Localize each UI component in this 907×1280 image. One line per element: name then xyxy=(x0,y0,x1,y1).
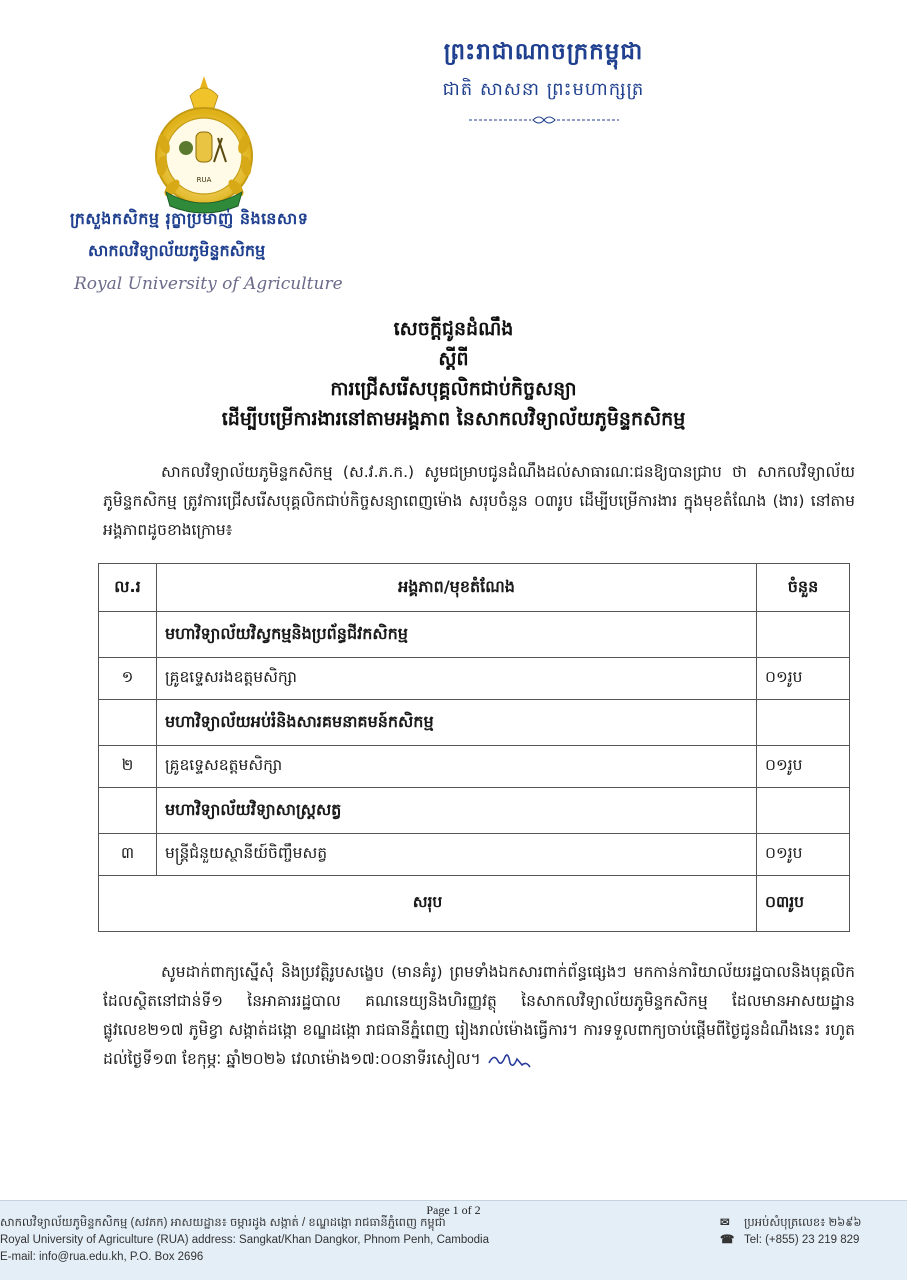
row-number: ២ xyxy=(99,746,157,788)
signature-initials-icon xyxy=(486,1049,538,1071)
kingdom-title: ព្រះរាជាណាចក្រកម្ពុជា xyxy=(443,38,644,65)
title-regarding: ស្តីពី xyxy=(438,348,469,370)
footer-pobox: ប្រអប់សំបុត្រលេខ៖ ២៦៩៦ xyxy=(744,1217,862,1229)
row-number: ១ xyxy=(99,658,157,700)
phone-icon: ☎ xyxy=(720,1234,735,1246)
header-unit-position: អង្គភាព/មុខតំណែង xyxy=(157,564,757,612)
closing-text: សូមដាក់ពាក្យស្នើសុំ និងប្រវត្តិរូបសង្ខេប (មានគំរូ) ព្រមទាំងឯកសារពាក់ព័ន្ធផ្សេងៗ មកកាន់ការិយាល័យរដ្ឋបាលនិងបុគ្គលិក ដែលស្ថិតនៅជាន់ទី១ នៃអាគាររដ្ឋបាល គណនេយ្យនិងហិរញ្ញវត្ថុ នៃសាកលវិទ្យាល័យភូមិន្ទកសិកម្ម ដែលមានអាសយដ្ឋានផ្លូវលេខ២១៧ ភូមិខ្វា សង្កាត់ដង្កោ ខណ្ឌដង្កោ រាជធានីភ្នំពេញ រៀងរាល់ម៉ោងធ្វើការ។ ការទទួលពាក្យចាប់ផ្តើមពីថ្ងៃជូនដំណឹងនេះ រហូតដល់ថ្ងៃទី១៣ ខែកុម្ភៈ ឆ្នាំ២០២៦ វេលាម៉ោង១៧:០០នាទីរសៀល។ xyxy=(103,963,855,1068)
position-name: គ្រូឧទ្ទេសឧត្តមសិក្សា xyxy=(157,746,757,788)
kingdom-header xyxy=(0,38,907,130)
total-label: សរុប xyxy=(99,876,757,932)
footer-address-en: Royal University of Agriculture (RUA) address: Sangkat/Khan Dangkor, Phnom Penh, Cambodia xyxy=(0,1234,489,1246)
unit-name: មហាវិទ្យាល័យអប់រំនិងសារគមនាគមន៍កសិកម្ម xyxy=(157,700,757,746)
positions-table xyxy=(98,563,850,932)
closing-paragraph xyxy=(103,958,855,1074)
announcement-titles xyxy=(0,314,907,434)
unit-name: មហាវិទ្យាល័យវិទ្យាសាស្ត្រសត្វ xyxy=(157,788,757,834)
svg-text:RUA: RUA xyxy=(196,176,212,184)
footer-address-kh: សាកលវិទ្យាល័យភូមិន្ទកសិកម្ម (សវភក) អាសយដ្ឋាន៖ ចម្ការដូង សង្កាត់ / ខណ្ឌដង្កោ រាជធានីភ្នំពេញ កម្ពុជា xyxy=(0,1217,446,1229)
intro-paragraph: សាកលវិទ្យាល័យភូមិន្ទកសិកម្ម (ស.វ.ភ.ក.) សូមជម្រាបជូនដំណឹងដល់សាធារណៈជនឱ្យបានជ្រាប ថា សាកលវិទ្យាល័យភូមិន្ទកសិកម្ម ត្រូវការជ្រើសរើសបុគ្គលិកជាប់កិច្ចសន្យាពេញម៉ោង សរុបចំនួន ០៣រូប ដើម្បីបម្រើការងារ ក្នុងមុខតំណែង (ងារ) នៅតាមអង្គភាពដូចខាងក្រោម៖ xyxy=(103,463,855,539)
row-number: ៣ xyxy=(99,834,157,876)
table-row xyxy=(99,612,850,658)
header-count: ចំនួន xyxy=(757,564,850,612)
position-name: មន្ត្រីជំនួយស្ថានីយ៍ចិញ្ចឹមសត្វ xyxy=(157,834,757,876)
ornament-divider-icon xyxy=(469,114,619,126)
position-count: ០១រូប xyxy=(757,834,850,876)
position-name: គ្រូឧទ្ទេសរងឧត្តមសិក្សា xyxy=(157,658,757,700)
table-total-row xyxy=(99,876,850,932)
mail-icon: ✉ xyxy=(720,1217,730,1229)
table-row xyxy=(99,834,850,876)
title-purpose: ដើម្បីបម្រើការងារនៅតាមអង្គភាព នៃសាកលវិទ្យាល័យភូមិន្ទកសិកម្ម xyxy=(221,408,686,430)
table-row xyxy=(99,788,850,834)
ministry-name: ក្រសួងកសិកម្ម រុក្ខាប្រមាញ់ និងនេសាទ xyxy=(70,209,309,228)
national-motto: ជាតិ សាសនា ព្រះមហាក្សត្រ xyxy=(442,79,645,100)
rua-emblem-icon xyxy=(150,74,258,216)
title-recruitment: ការជ្រើសរើសបុគ្គលិកជាប់កិច្ចសន្យា xyxy=(330,378,577,400)
table-row xyxy=(99,700,850,746)
position-count: ០១រូប xyxy=(757,746,850,788)
footer-address xyxy=(0,1215,489,1266)
page-number: Page 1 of 2 xyxy=(426,1203,481,1217)
table-row xyxy=(99,658,850,700)
ministry-block xyxy=(70,208,343,294)
header-number: ល.រ xyxy=(99,564,157,612)
university-name-kh: សាកលវិទ្យាល័យភូមិន្ទកសិកម្ម xyxy=(88,241,266,260)
footer-contact xyxy=(720,1215,862,1249)
unit-name: មហាវិទ្យាល័យវិស្វកម្មនិងប្រព័ន្ធជីវកសិកម្ម xyxy=(157,612,757,658)
position-count: ០១រូប xyxy=(757,658,850,700)
university-name-en: Royal University of Agriculture xyxy=(74,274,343,294)
title-announcement: សេចក្តីជូនដំណឹង xyxy=(393,318,514,340)
table-row xyxy=(99,746,850,788)
footer-tel: Tel: (+855) 23 219 829 xyxy=(744,1234,860,1246)
footer-email: E-mail: info@rua.edu.kh, P.O. Box 2696 xyxy=(0,1251,204,1263)
table-header-row xyxy=(99,564,850,612)
total-count: ០៣រូប xyxy=(757,876,850,932)
